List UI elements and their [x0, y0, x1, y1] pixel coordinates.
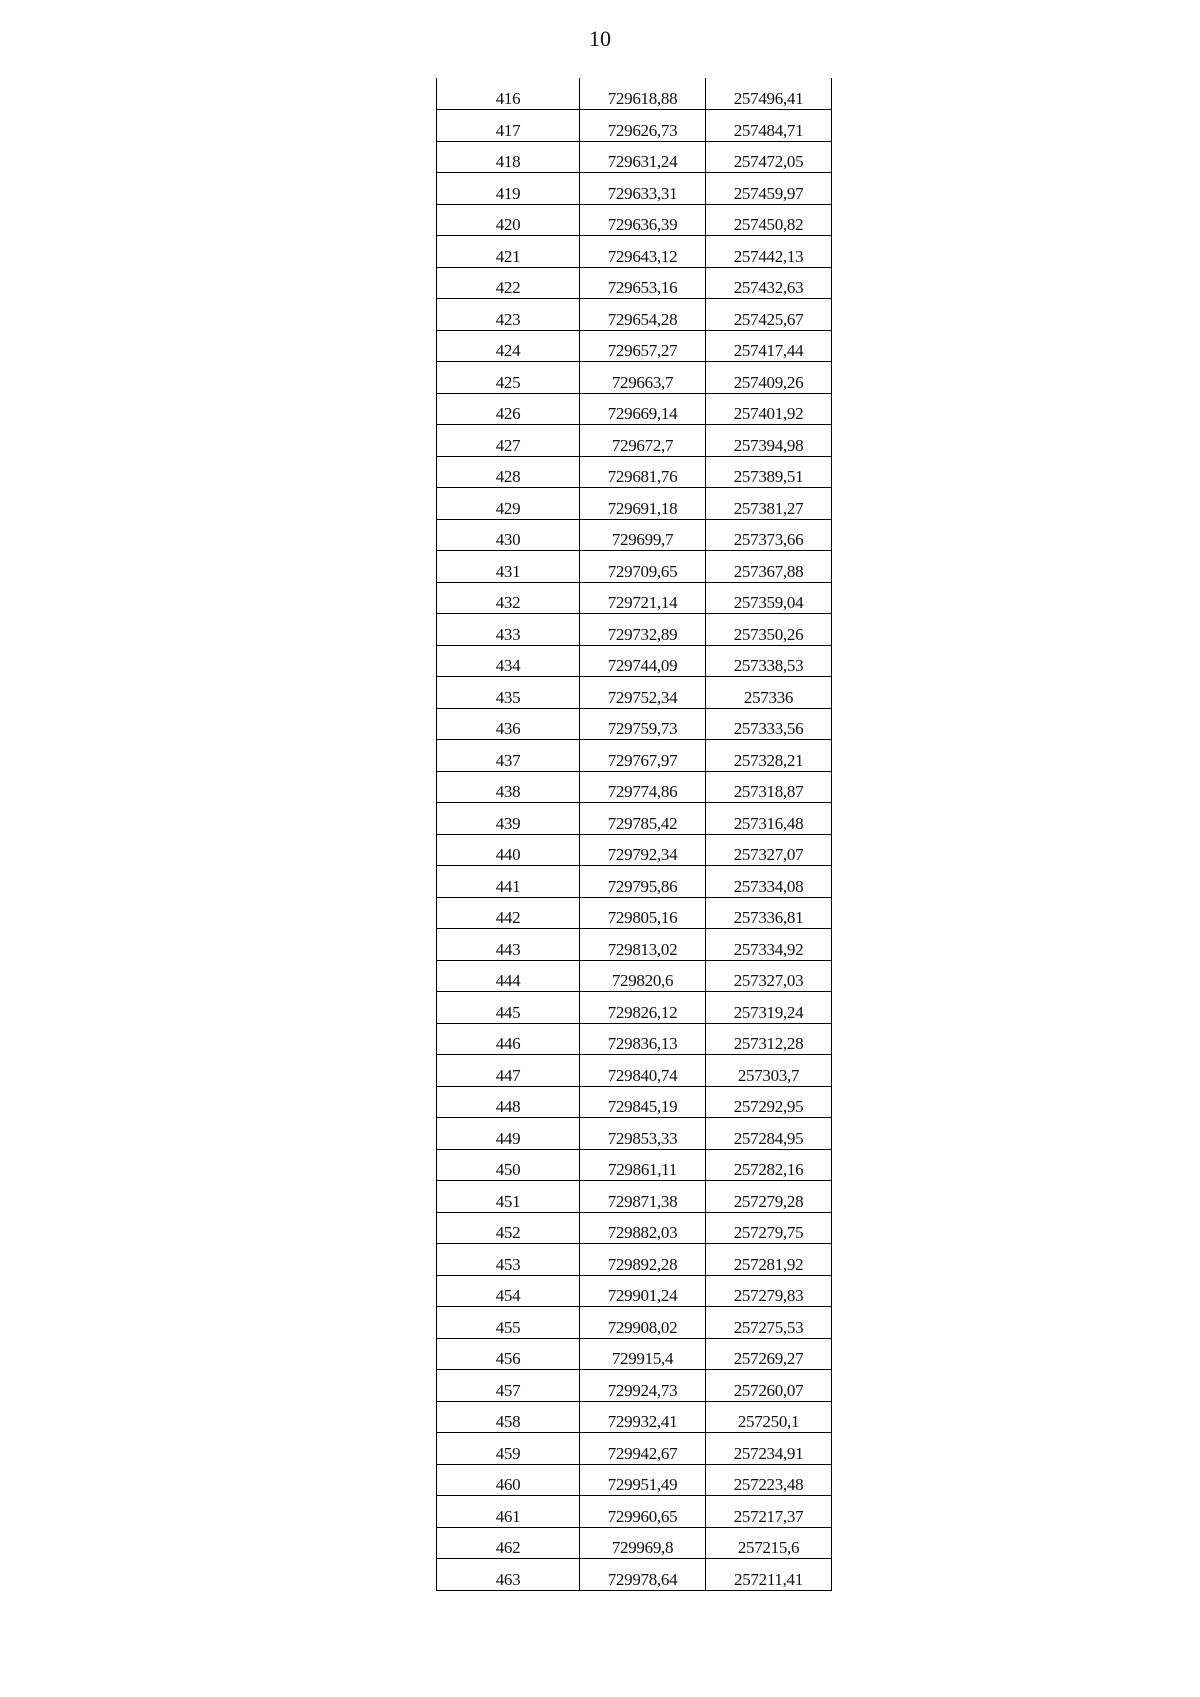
- point-number-cell: 429: [437, 488, 580, 520]
- point-number-cell: 445: [437, 992, 580, 1024]
- point-number-cell: 443: [437, 929, 580, 961]
- y-coordinate-cell: 257394,98: [706, 425, 832, 457]
- x-coordinate-cell: 729813,02: [580, 929, 706, 961]
- point-number-cell: 459: [437, 1433, 580, 1465]
- y-coordinate-cell: 257336: [706, 677, 832, 709]
- x-coordinate-cell: 729653,16: [580, 267, 706, 299]
- y-coordinate-cell: 257211,41: [706, 1559, 832, 1591]
- table-row: [437, 866, 832, 898]
- point-number-cell: 446: [437, 1023, 580, 1055]
- x-coordinate-cell: 729826,12: [580, 992, 706, 1024]
- y-coordinate-cell: 257328,21: [706, 740, 832, 772]
- point-number-cell: 431: [437, 551, 580, 583]
- y-coordinate-cell: 257336,81: [706, 897, 832, 929]
- x-coordinate-cell: 729901,24: [580, 1275, 706, 1307]
- table-row: [437, 708, 832, 740]
- y-coordinate-cell: 257279,28: [706, 1181, 832, 1213]
- table-row: [437, 1464, 832, 1496]
- point-number-cell: 457: [437, 1370, 580, 1402]
- x-coordinate-cell: 729744,09: [580, 645, 706, 677]
- y-coordinate-cell: 257359,04: [706, 582, 832, 614]
- y-coordinate-cell: 257234,91: [706, 1433, 832, 1465]
- y-coordinate-cell: 257292,95: [706, 1086, 832, 1118]
- y-coordinate-cell: 257281,92: [706, 1244, 832, 1276]
- y-coordinate-cell: 257284,95: [706, 1118, 832, 1150]
- point-number-cell: 441: [437, 866, 580, 898]
- table-row: [437, 1212, 832, 1244]
- y-coordinate-cell: 257338,53: [706, 645, 832, 677]
- y-coordinate-cell: 257327,03: [706, 960, 832, 992]
- y-coordinate-cell: 257334,08: [706, 866, 832, 898]
- table-row: [437, 1275, 832, 1307]
- point-number-cell: 422: [437, 267, 580, 299]
- table-row: [437, 362, 832, 394]
- table-row: [437, 1338, 832, 1370]
- point-number-cell: 451: [437, 1181, 580, 1213]
- point-number-cell: 462: [437, 1527, 580, 1559]
- y-coordinate-cell: 257373,66: [706, 519, 832, 551]
- x-coordinate-cell: 729871,38: [580, 1181, 706, 1213]
- point-number-cell: 419: [437, 173, 580, 205]
- table-row: [437, 173, 832, 205]
- table-row: [437, 1118, 832, 1150]
- table-row: [437, 299, 832, 331]
- table-row: [437, 1307, 832, 1339]
- y-coordinate-cell: 257303,7: [706, 1055, 832, 1087]
- point-number-cell: 428: [437, 456, 580, 488]
- x-coordinate-cell: 729643,12: [580, 236, 706, 268]
- point-number-cell: 458: [437, 1401, 580, 1433]
- x-coordinate-cell: 729631,24: [580, 141, 706, 173]
- x-coordinate-cell: 729861,11: [580, 1149, 706, 1181]
- table-row: [437, 519, 832, 551]
- y-coordinate-cell: 257389,51: [706, 456, 832, 488]
- point-number-cell: 432: [437, 582, 580, 614]
- y-coordinate-cell: 257327,07: [706, 834, 832, 866]
- point-number-cell: 440: [437, 834, 580, 866]
- x-coordinate-cell: 729820,6: [580, 960, 706, 992]
- table-row: [437, 1370, 832, 1402]
- y-coordinate-cell: 257425,67: [706, 299, 832, 331]
- point-number-cell: 421: [437, 236, 580, 268]
- x-coordinate-cell: 729636,39: [580, 204, 706, 236]
- page-number: 10: [589, 26, 611, 51]
- point-number-cell: 433: [437, 614, 580, 646]
- x-coordinate-cell: 729721,14: [580, 582, 706, 614]
- x-coordinate-cell: 729626,73: [580, 110, 706, 142]
- table-row: [437, 582, 832, 614]
- table-row: [437, 488, 832, 520]
- y-coordinate-cell: 257350,26: [706, 614, 832, 646]
- x-coordinate-cell: 729759,73: [580, 708, 706, 740]
- point-number-cell: 427: [437, 425, 580, 457]
- y-coordinate-cell: 257279,83: [706, 1275, 832, 1307]
- point-number-cell: 425: [437, 362, 580, 394]
- table-row: [437, 1527, 832, 1559]
- point-number-cell: 455: [437, 1307, 580, 1339]
- x-coordinate-cell: 729960,65: [580, 1496, 706, 1528]
- x-coordinate-cell: 729669,14: [580, 393, 706, 425]
- table-row: [437, 897, 832, 929]
- y-coordinate-cell: 257442,13: [706, 236, 832, 268]
- table-row: [437, 960, 832, 992]
- x-coordinate-cell: 729882,03: [580, 1212, 706, 1244]
- point-number-cell: 417: [437, 110, 580, 142]
- point-number-cell: 454: [437, 1275, 580, 1307]
- table-row: [437, 1496, 832, 1528]
- point-number-cell: 461: [437, 1496, 580, 1528]
- point-number-cell: 418: [437, 141, 580, 173]
- y-coordinate-cell: 257334,92: [706, 929, 832, 961]
- x-coordinate-cell: 729752,34: [580, 677, 706, 709]
- x-coordinate-cell: 729924,73: [580, 1370, 706, 1402]
- table-row: [437, 236, 832, 268]
- y-coordinate-cell: 257333,56: [706, 708, 832, 740]
- point-number-cell: 437: [437, 740, 580, 772]
- point-number-cell: 453: [437, 1244, 580, 1276]
- y-coordinate-cell: 257217,37: [706, 1496, 832, 1528]
- point-number-cell: 423: [437, 299, 580, 331]
- point-number-cell: 448: [437, 1086, 580, 1118]
- x-coordinate-cell: 729672,7: [580, 425, 706, 457]
- table-row: [437, 614, 832, 646]
- table-row: [437, 834, 832, 866]
- y-coordinate-cell: 257279,75: [706, 1212, 832, 1244]
- point-number-cell: 447: [437, 1055, 580, 1087]
- table-row: [437, 456, 832, 488]
- table-row: [437, 330, 832, 362]
- y-coordinate-cell: 257401,92: [706, 393, 832, 425]
- x-coordinate-cell: 729942,67: [580, 1433, 706, 1465]
- point-number-cell: 463: [437, 1559, 580, 1591]
- table-row: [437, 645, 832, 677]
- point-number-cell: 424: [437, 330, 580, 362]
- point-number-cell: 430: [437, 519, 580, 551]
- table-row: [437, 677, 832, 709]
- y-coordinate-cell: 257318,87: [706, 771, 832, 803]
- y-coordinate-cell: 257459,97: [706, 173, 832, 205]
- x-coordinate-cell: 729699,7: [580, 519, 706, 551]
- table-row: [437, 992, 832, 1024]
- y-coordinate-cell: 257409,26: [706, 362, 832, 394]
- y-coordinate-cell: 257282,16: [706, 1149, 832, 1181]
- x-coordinate-cell: 729657,27: [580, 330, 706, 362]
- x-coordinate-cell: 729732,89: [580, 614, 706, 646]
- x-coordinate-cell: 729785,42: [580, 803, 706, 835]
- x-coordinate-cell: 729805,16: [580, 897, 706, 929]
- x-coordinate-cell: 729915,4: [580, 1338, 706, 1370]
- table-row: [437, 1055, 832, 1087]
- table-row: [437, 141, 832, 173]
- x-coordinate-cell: 729633,31: [580, 173, 706, 205]
- y-coordinate-cell: 257260,07: [706, 1370, 832, 1402]
- table-row: [437, 929, 832, 961]
- y-coordinate-cell: 257250,1: [706, 1401, 832, 1433]
- y-coordinate-cell: 257316,48: [706, 803, 832, 835]
- table-row: [437, 110, 832, 142]
- table-row: [437, 1181, 832, 1213]
- x-coordinate-cell: 729853,33: [580, 1118, 706, 1150]
- x-coordinate-cell: 729845,19: [580, 1086, 706, 1118]
- point-number-cell: 420: [437, 204, 580, 236]
- x-coordinate-cell: 729892,28: [580, 1244, 706, 1276]
- table-row: [437, 1559, 832, 1591]
- point-number-cell: 426: [437, 393, 580, 425]
- table-row: [437, 267, 832, 299]
- table-row: [437, 803, 832, 835]
- table-row: [437, 204, 832, 236]
- coordinates-table-body: [437, 78, 832, 1590]
- x-coordinate-cell: 729654,28: [580, 299, 706, 331]
- x-coordinate-cell: 729978,64: [580, 1559, 706, 1591]
- x-coordinate-cell: 729951,49: [580, 1464, 706, 1496]
- point-number-cell: 444: [437, 960, 580, 992]
- point-number-cell: 438: [437, 771, 580, 803]
- y-coordinate-cell: 257275,53: [706, 1307, 832, 1339]
- point-number-cell: 452: [437, 1212, 580, 1244]
- y-coordinate-cell: 257484,71: [706, 110, 832, 142]
- y-coordinate-cell: 257312,28: [706, 1023, 832, 1055]
- table-row: [437, 1149, 832, 1181]
- point-number-cell: 439: [437, 803, 580, 835]
- table-row: [437, 393, 832, 425]
- y-coordinate-cell: 257432,63: [706, 267, 832, 299]
- table-row: [437, 1023, 832, 1055]
- table-row: [437, 1086, 832, 1118]
- y-coordinate-cell: 257417,44: [706, 330, 832, 362]
- table-row: [437, 771, 832, 803]
- x-coordinate-cell: 729681,76: [580, 456, 706, 488]
- point-number-cell: 442: [437, 897, 580, 929]
- x-coordinate-cell: 729709,65: [580, 551, 706, 583]
- x-coordinate-cell: 729792,34: [580, 834, 706, 866]
- table-row: [437, 425, 832, 457]
- x-coordinate-cell: 729836,13: [580, 1023, 706, 1055]
- y-coordinate-cell: 257450,82: [706, 204, 832, 236]
- x-coordinate-cell: 729618,88: [580, 78, 706, 110]
- point-number-cell: 434: [437, 645, 580, 677]
- y-coordinate-cell: 257319,24: [706, 992, 832, 1024]
- x-coordinate-cell: 729969,8: [580, 1527, 706, 1559]
- x-coordinate-cell: 729774,86: [580, 771, 706, 803]
- y-coordinate-cell: 257215,6: [706, 1527, 832, 1559]
- x-coordinate-cell: 729908,02: [580, 1307, 706, 1339]
- coordinates-table: [436, 78, 832, 1591]
- y-coordinate-cell: 257223,48: [706, 1464, 832, 1496]
- point-number-cell: 449: [437, 1118, 580, 1150]
- point-number-cell: 435: [437, 677, 580, 709]
- point-number-cell: 460: [437, 1464, 580, 1496]
- point-number-cell: 416: [437, 78, 580, 110]
- y-coordinate-cell: 257381,27: [706, 488, 832, 520]
- x-coordinate-cell: 729840,74: [580, 1055, 706, 1087]
- table-row: [437, 1433, 832, 1465]
- table-row: [437, 1401, 832, 1433]
- point-number-cell: 450: [437, 1149, 580, 1181]
- x-coordinate-cell: 729691,18: [580, 488, 706, 520]
- point-number-cell: 436: [437, 708, 580, 740]
- y-coordinate-cell: 257367,88: [706, 551, 832, 583]
- x-coordinate-cell: 729795,86: [580, 866, 706, 898]
- x-coordinate-cell: 729663,7: [580, 362, 706, 394]
- y-coordinate-cell: 257472,05: [706, 141, 832, 173]
- table-row: [437, 78, 832, 110]
- x-coordinate-cell: 729932,41: [580, 1401, 706, 1433]
- table-row: [437, 740, 832, 772]
- x-coordinate-cell: 729767,97: [580, 740, 706, 772]
- table-row: [437, 1244, 832, 1276]
- y-coordinate-cell: 257269,27: [706, 1338, 832, 1370]
- y-coordinate-cell: 257496,41: [706, 78, 832, 110]
- point-number-cell: 456: [437, 1338, 580, 1370]
- table-row: [437, 551, 832, 583]
